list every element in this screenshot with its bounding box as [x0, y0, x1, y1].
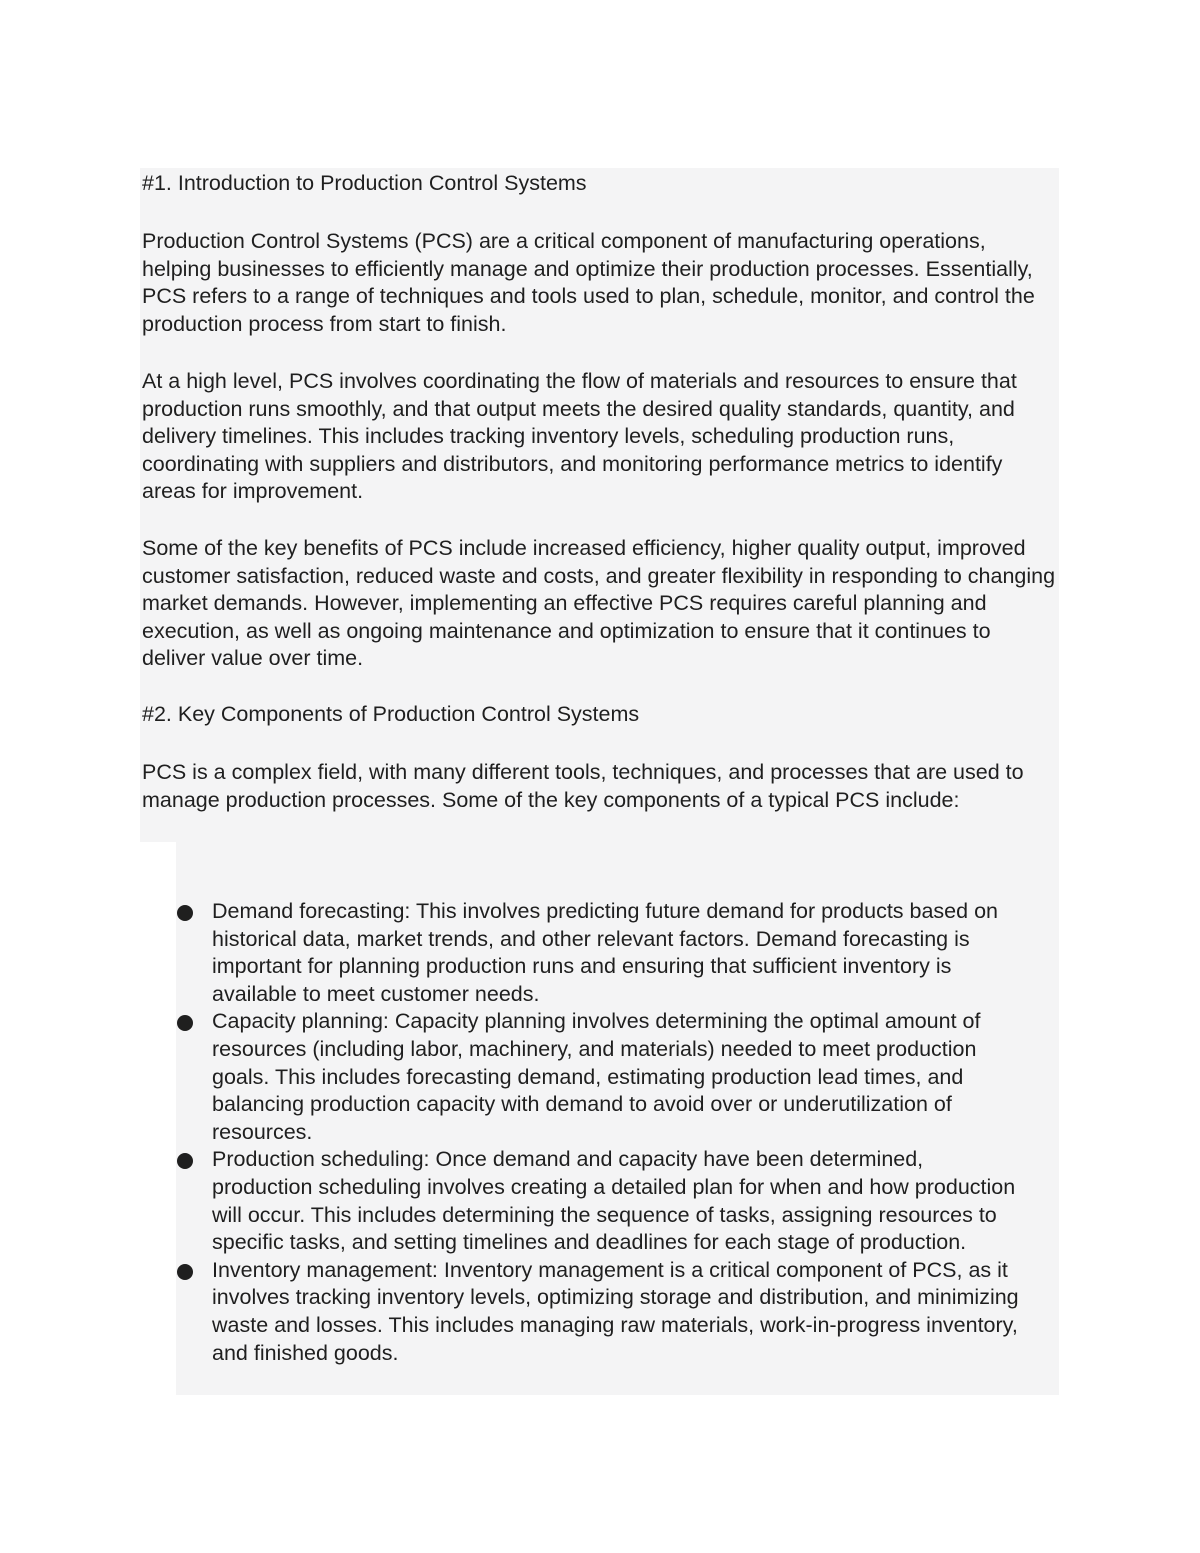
components-list	[176, 898, 1026, 1367]
bullet-icon	[177, 1015, 193, 1031]
list-item-text: Capacity planning: Capacity planning involves determining the optimal amount of resources (including labor, machinery, and materials) needed to meet production goals. This includes forecasting demand, estimating production lead times, and balancing production capacity with demand to avoid over or underutilization of resources.	[212, 1009, 981, 1144]
bullet-icon	[177, 905, 193, 921]
list-item-text: Production scheduling: Once demand and capacity have been determined, production scheduling involves creating a detailed plan for when and how production will occur. This includes determining the sequence of tasks, assigning resources to specific tasks, and setting timelines and deadlines for each stage of production.	[212, 1147, 1016, 1255]
list-item	[176, 898, 1026, 1008]
section-1-paragraph-1: Production Control Systems (PCS) are a critical component of manufacturing operations, helping businesses to efficiently manage and optimize their production processes. Essentially, PCS refers to a range of techniques and tools used to plan, schedule, monitor, and control the production process from start to finish.	[142, 229, 1035, 336]
list-item-text: Inventory management: Inventory management is a critical component of PCS, as it involves tracking inventory levels, optimizing storage and distribution, and minimizing waste and losses. This includes managing raw materials, work-in-progress inventory, and finished goods.	[212, 1257, 1019, 1365]
bullet-icon	[177, 1264, 193, 1280]
section-1-paragraph-2: At a high level, PCS involves coordinating the flow of materials and resources to ensure that production runs smoothly, and that output meets the desired quality standards, quantity, and delivery timelines. This includes tracking inventory levels, scheduling production runs, coordinating with suppliers and distributors, and monitoring performance metrics to identify areas for improvement.	[142, 369, 1017, 504]
section-1-heading: #1. Introduction to Production Control Systems	[142, 171, 587, 195]
section-1-paragraph-3: Some of the key benefits of PCS include increased efficiency, higher quality output, improved customer satisfaction, reduced waste and costs, and greater flexibility in responding to changing market demands. However, implementing an effective PCS requires careful planning and execution, as well as ongoing maintenance and optimization to ensure that it continues to deliver value over time.	[142, 536, 1056, 671]
list-item	[176, 1257, 1026, 1367]
section-2-heading: #2. Key Components of Production Control Systems	[142, 702, 640, 726]
list-item-text: Demand forecasting: This involves predicting future demand for products based on historical data, market trends, and other relevant factors. Demand forecasting is important for planning production runs and ensuring that sufficient inventory is available to meet customer needs.	[212, 899, 998, 1006]
bullet-icon	[177, 1153, 193, 1169]
list-item	[176, 1008, 1026, 1146]
section-2-intro: PCS is a complex field, with many different tools, techniques, and processes that are used to manage production processes. Some of the key components of a typical PCS include:	[142, 760, 1024, 812]
list-item	[176, 1146, 1026, 1256]
